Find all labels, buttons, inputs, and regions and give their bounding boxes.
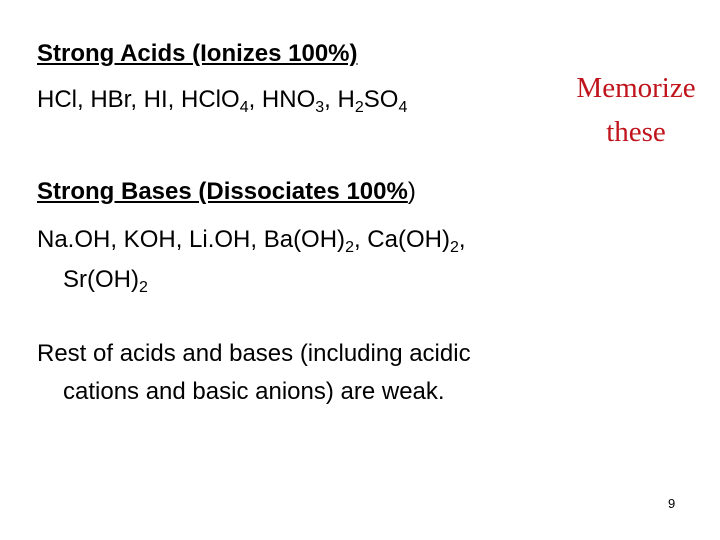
strong-bases-heading-close: ): [407, 178, 416, 205]
strong-bases-heading: [37, 178, 416, 206]
weak-note-line1: Rest of acids and bases (including acidic: [37, 340, 471, 367]
strong-bases-list-line2: [63, 266, 148, 294]
weak-note-line2: cations and basic anions) are weak.: [63, 378, 445, 405]
base-formula-subscript: 2: [449, 239, 459, 256]
base-formula-text: Na.OH, KOH, Li.OH, Ba(OH): [37, 226, 346, 253]
acid-formula-subscript: 3: [315, 99, 325, 116]
base-formula-subscript: 2: [138, 279, 148, 296]
acid-formula-text: HCl, HBr, HI, HClO: [37, 86, 240, 113]
page-number: 9: [668, 496, 676, 511]
base-formula-text: Sr(OH): [63, 266, 139, 293]
strong-bases-list-line1: [37, 226, 466, 254]
acid-formula-text: SO: [363, 86, 399, 113]
strong-acids-list: [37, 86, 407, 114]
memorize-line1: Memorize: [576, 72, 696, 104]
acid-formula-subscript: 2: [354, 99, 364, 116]
base-formula-text: , Ca(OH): [353, 226, 450, 253]
acid-formula-subscript: 4: [398, 99, 408, 116]
base-formula-subscript: 2: [345, 239, 354, 256]
memorize-note: [560, 72, 712, 148]
acid-formula-text: , H: [324, 86, 355, 113]
acid-formula-subscript: 4: [239, 99, 249, 116]
strong-bases-heading-text: Strong Bases (Dissociates 100%: [37, 178, 408, 205]
base-formula-text: ,: [458, 226, 466, 253]
memorize-line2: these: [606, 116, 666, 148]
strong-acids-heading: Strong Acids (Ionizes 100%): [37, 40, 358, 67]
acid-formula-text: , HNO: [248, 86, 316, 113]
